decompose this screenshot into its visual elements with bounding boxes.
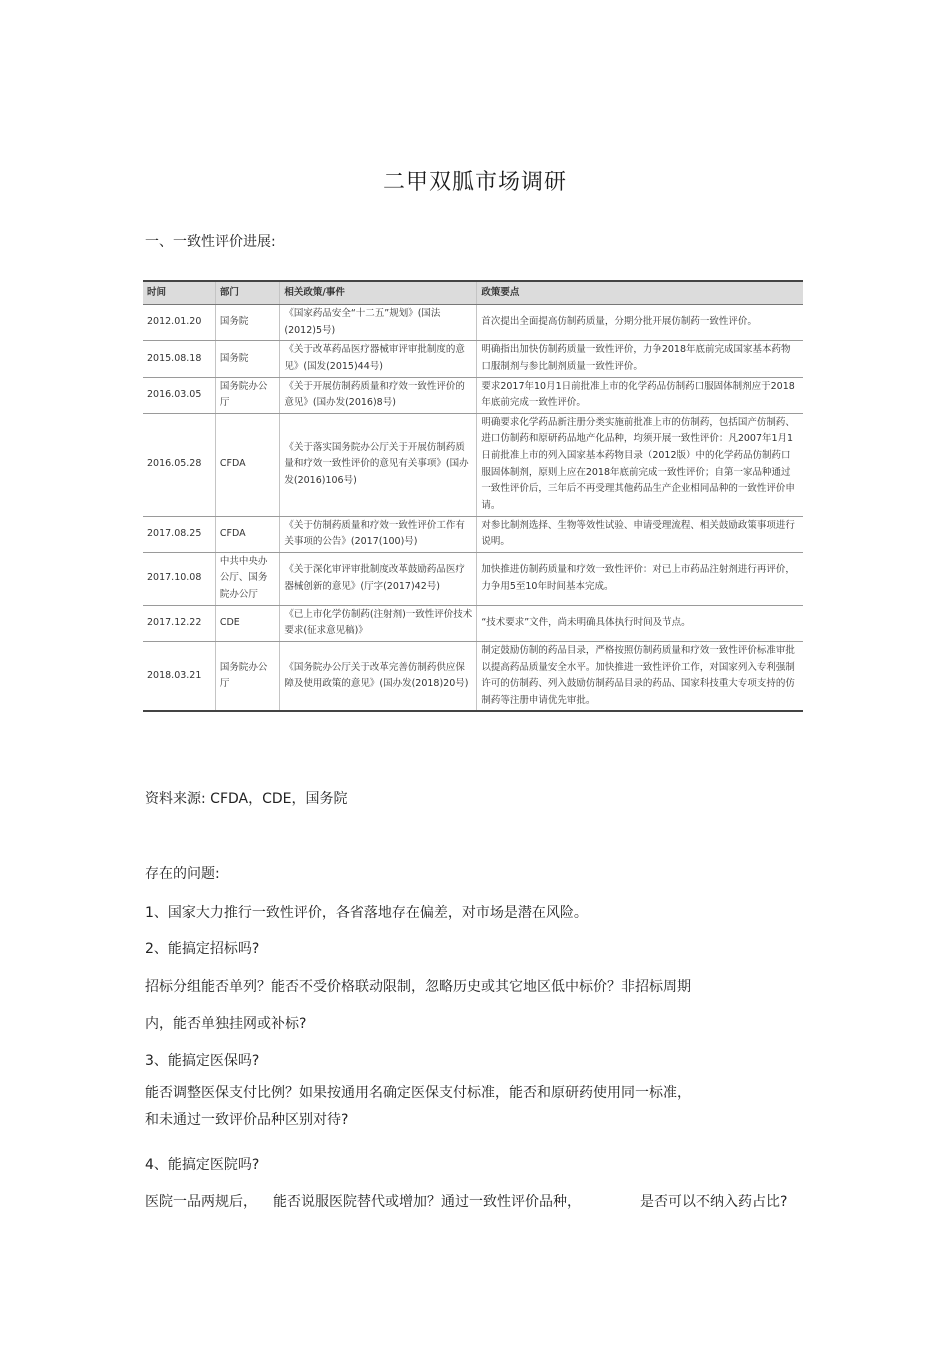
section-heading: 一、一致性评价进展: — [145, 234, 276, 250]
cell-department: CFDA — [215, 516, 280, 552]
cell-time: 2017.08.25 — [143, 516, 215, 552]
issues-heading: 存在的问题: — [145, 866, 220, 882]
cell-policy: 《国家药品安全“十二五”规划》(国法(2012)5号) — [280, 305, 477, 341]
table-row — [143, 641, 803, 711]
cell-policy: 《国务院办公厅关于改革完善仿制药供应保障及使用政策的意见》(国办发(2018)20号) — [280, 641, 477, 711]
table-row — [143, 413, 803, 516]
issue-3-question: 3、能搞定医保吗? — [145, 1053, 260, 1069]
issue-2-answer-line-1: 招标分组能否单列？能否不受价格联动限制，忽略历史或其它地区低中标价？非招标周期 — [145, 979, 691, 995]
cell-department: 国务院办公厅 — [215, 377, 280, 413]
issue-3-answer-line-2: 和未通过一致评价品种区别对待? — [145, 1112, 349, 1128]
cell-department: 国务院 — [215, 341, 280, 377]
cell-time: 2012.01.20 — [143, 305, 215, 341]
cell-key-points: 首次提出全面提高仿制药质量，分期分批开展仿制药一致性评价。 — [477, 305, 803, 341]
cell-time: 2015.08.18 — [143, 341, 215, 377]
cell-policy: 《关于落实国务院办公厅关于开展仿制药质量和疗效一致性评价的意见有关事项》(国办发(2016)106号) — [280, 413, 477, 516]
table-row — [143, 377, 803, 413]
issue-4-answer-part-3: 是否可以不纳入药占比? — [640, 1194, 788, 1210]
document-title: 二甲双胍市场调研 — [382, 170, 567, 195]
issue-4-answer-part-1: 医院一品两规后， — [145, 1194, 257, 1210]
table-row — [143, 341, 803, 377]
cell-department: 国务院办公厅 — [215, 641, 280, 711]
cell-department: CDE — [215, 605, 280, 641]
issue-2-question: 2、能搞定招标吗? — [145, 941, 260, 957]
cell-policy: 《关于改革药品医疗器械审评审批制度的意见》(国发(2015)44号) — [280, 341, 477, 377]
cell-time: 2016.05.28 — [143, 413, 215, 516]
column-header-key-points: 政策要点 — [477, 281, 803, 305]
issue-4-answer-part-2: 能否说服医院替代或增加？通过一致性评价品种， — [273, 1194, 581, 1210]
column-header-department: 部门 — [215, 281, 280, 305]
column-header-policy: 相关政策/事件 — [280, 281, 477, 305]
cell-department: 中共中央办公厅、国务院办公厅 — [215, 552, 280, 605]
issue-2-answer-line-2: 内，能否单独挂网或补标? — [145, 1016, 307, 1032]
cell-policy: 《已上市化学仿制药(注射剂)一致性评价技术要求(征求意见稿)》 — [280, 605, 477, 641]
table-row — [143, 605, 803, 641]
cell-time: 2016.03.05 — [143, 377, 215, 413]
cell-key-points: 要求2017年10月1日前批准上市的化学药品仿制药口服固体制剂应于2018年底前完成一致性评价。 — [477, 377, 803, 413]
cell-time: 2018.03.21 — [143, 641, 215, 711]
cell-key-points: 对参比制剂选择、生物等效性试验、申请受理流程、相关鼓励政策事项进行说明。 — [477, 516, 803, 552]
cell-key-points: 明确要求化学药品新注册分类实施前批准上市的仿制药，包括国产仿制药、进口仿制药和原研药品地产化品种，均须开展一致性评价：凡2007年1月1日前批准上市的列入国家基本药物目录（2012版）中的化学药品仿制药口服固体制剂，原则上应在2018年底前完成一致性评价；自第一家品种通过一致性评价后，三年后不再受理其他药品生产企业相同品种的一致性评价申请。 — [477, 413, 803, 516]
issue-3-answer-line-1: 能否调整医保支付比例？如果按通用名确定医保支付标准，能否和原研药使用同一标准， — [145, 1085, 691, 1101]
cell-key-points: “技术要求”文件，尚未明确具体执行时间及节点。 — [477, 605, 803, 641]
source-note: 资料来源: CFDA，CDE，国务院 — [145, 791, 348, 807]
cell-key-points: 加快推进仿制药质量和疗效一致性评价：对已上市药品注射剂进行再评价，力争用5至10年时间基本完成。 — [477, 552, 803, 605]
cell-time: 2017.10.08 — [143, 552, 215, 605]
cell-policy: 《关于仿制药质量和疗效一致性评价工作有关事项的公告》(2017(100)号) — [280, 516, 477, 552]
cell-department: CFDA — [215, 413, 280, 516]
table-row — [143, 305, 803, 341]
policy-table — [143, 280, 803, 712]
cell-time: 2017.12.22 — [143, 605, 215, 641]
cell-key-points: 明确指出加快仿制药质量一致性评价，力争2018年底前完成国家基本药物口服制剂与参比制剂质量一致性评价。 — [477, 341, 803, 377]
column-header-time: 时间 — [143, 281, 215, 305]
issue-1-text: 1、国家大力推行一致性评价，各省落地存在偏差，对市场是潜在风险。 — [145, 905, 588, 921]
cell-policy: 《关于深化审评审批制度改革鼓励药品医疗器械创新的意见》(厅字(2017)42号) — [280, 552, 477, 605]
issue-4-question: 4、能搞定医院吗? — [145, 1157, 260, 1173]
table-header-row — [143, 281, 803, 305]
table-row — [143, 516, 803, 552]
cell-key-points: 制定鼓励仿制的药品目录，严格按照仿制药质量和疗效一致性评价标准审批以提高药品质量安全水平。加快推进一致性评价工作，对国家列入专利强制许可的仿制药、列入鼓励仿制药品目录的药品、国家科技重大专项支持的仿制药等注册申请优先审批。 — [477, 641, 803, 711]
cell-policy: 《关于开展仿制药质量和疗效一致性评价的意见》(国办发(2016)8号) — [280, 377, 477, 413]
cell-department: 国务院 — [215, 305, 280, 341]
table-row — [143, 552, 803, 605]
